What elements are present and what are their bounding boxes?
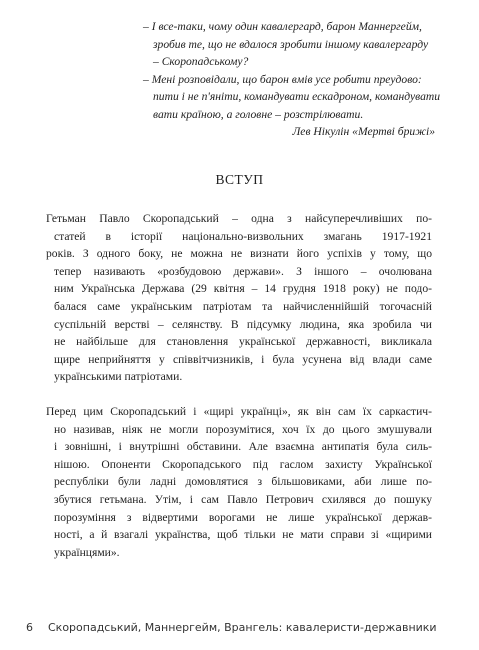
paragraph — [46, 403, 432, 561]
running-title: Скоропадський, Маннергейм, Врангель: кавалеристи-державники — [48, 621, 437, 634]
text-line: балася саме українським патріотам та найчисленнійшій тогочасній — [54, 299, 432, 313]
epigraph-line: пити і не п'яніти, командувати ескадроном, командувати — [153, 90, 441, 103]
text-line: українськими патріотами. — [54, 370, 183, 384]
text-line: щире неприйняття у співвітчизників, і була усунена від влади саме — [54, 352, 432, 366]
epigraph — [143, 18, 441, 141]
epigraph-line: – Мені розповідали, що барон вмів усе робити преудово: — [143, 72, 422, 86]
epigraph-line: – Скоропадському? — [153, 55, 249, 68]
text-line: тепер називають «розбудовою держави». З іншого – очолювана — [54, 264, 432, 278]
text-line: порозуміння з відвертими ворогами не лише української держав- — [54, 510, 432, 524]
chapter-heading: ВСТУП — [215, 172, 264, 187]
epigraph-line: – І все-таки, чому один кавалергард, барон Маннергейм, — [143, 20, 422, 33]
text-line: ним Українська Держава (29 квітня – 14 грудня 1918 року) не подо- — [54, 282, 432, 296]
paragraph — [46, 210, 432, 386]
text-line: статей в історії національно-визвольних змагань 1917-1921 — [54, 229, 432, 243]
text-line: Перед цим Скоропадський і «щирі українці», як він сам їх саркастич- — [46, 404, 432, 418]
text-line: ності, а й взагалі українства, щоб тільки не мати справи зі «щирими — [54, 528, 432, 542]
epigraph-line: вати країною, а головне – розстрілювати. — [153, 107, 364, 121]
text-line: республіки були ладні домовлятися з більшовиками, аби лише по- — [54, 475, 432, 489]
epigraph-line: зробив те, що не вдалося зробити іншому кавалергарду — [153, 37, 429, 51]
text-line: Гетьман Павло Скоропадський – одна з найсуперечливіших по- — [46, 212, 432, 225]
text-line: но називав, ніяк не могли порозумітися, хоч їх до цього змушували — [54, 422, 432, 436]
page-number: 6 — [26, 621, 33, 634]
text-line: нішою. Опоненти Скоропадського під гаслом захисту Української — [54, 457, 432, 471]
page-footer — [26, 621, 466, 634]
text-line: не найбільше для становлення української державності, викликала — [54, 335, 432, 349]
text-line: суспільній верстві – селянству. В підсумку людина, яка зробила чи — [54, 317, 432, 331]
text-line: і зовнішні, і внутрішні обставини. Але взаємна антипатія була силь- — [54, 440, 432, 454]
text-line: українцями». — [54, 545, 120, 559]
epigraph-attribution: Лев Нікулін «Мертві брижі» — [292, 125, 435, 138]
text-line: збутися гетьмана. Утім, і сам Павло Петрович схилявся до пошуку — [54, 492, 432, 506]
text-line: років. З одного боку, не можна не визнати його успіхів у тому, що — [46, 247, 432, 261]
chapter-body — [46, 210, 432, 561]
